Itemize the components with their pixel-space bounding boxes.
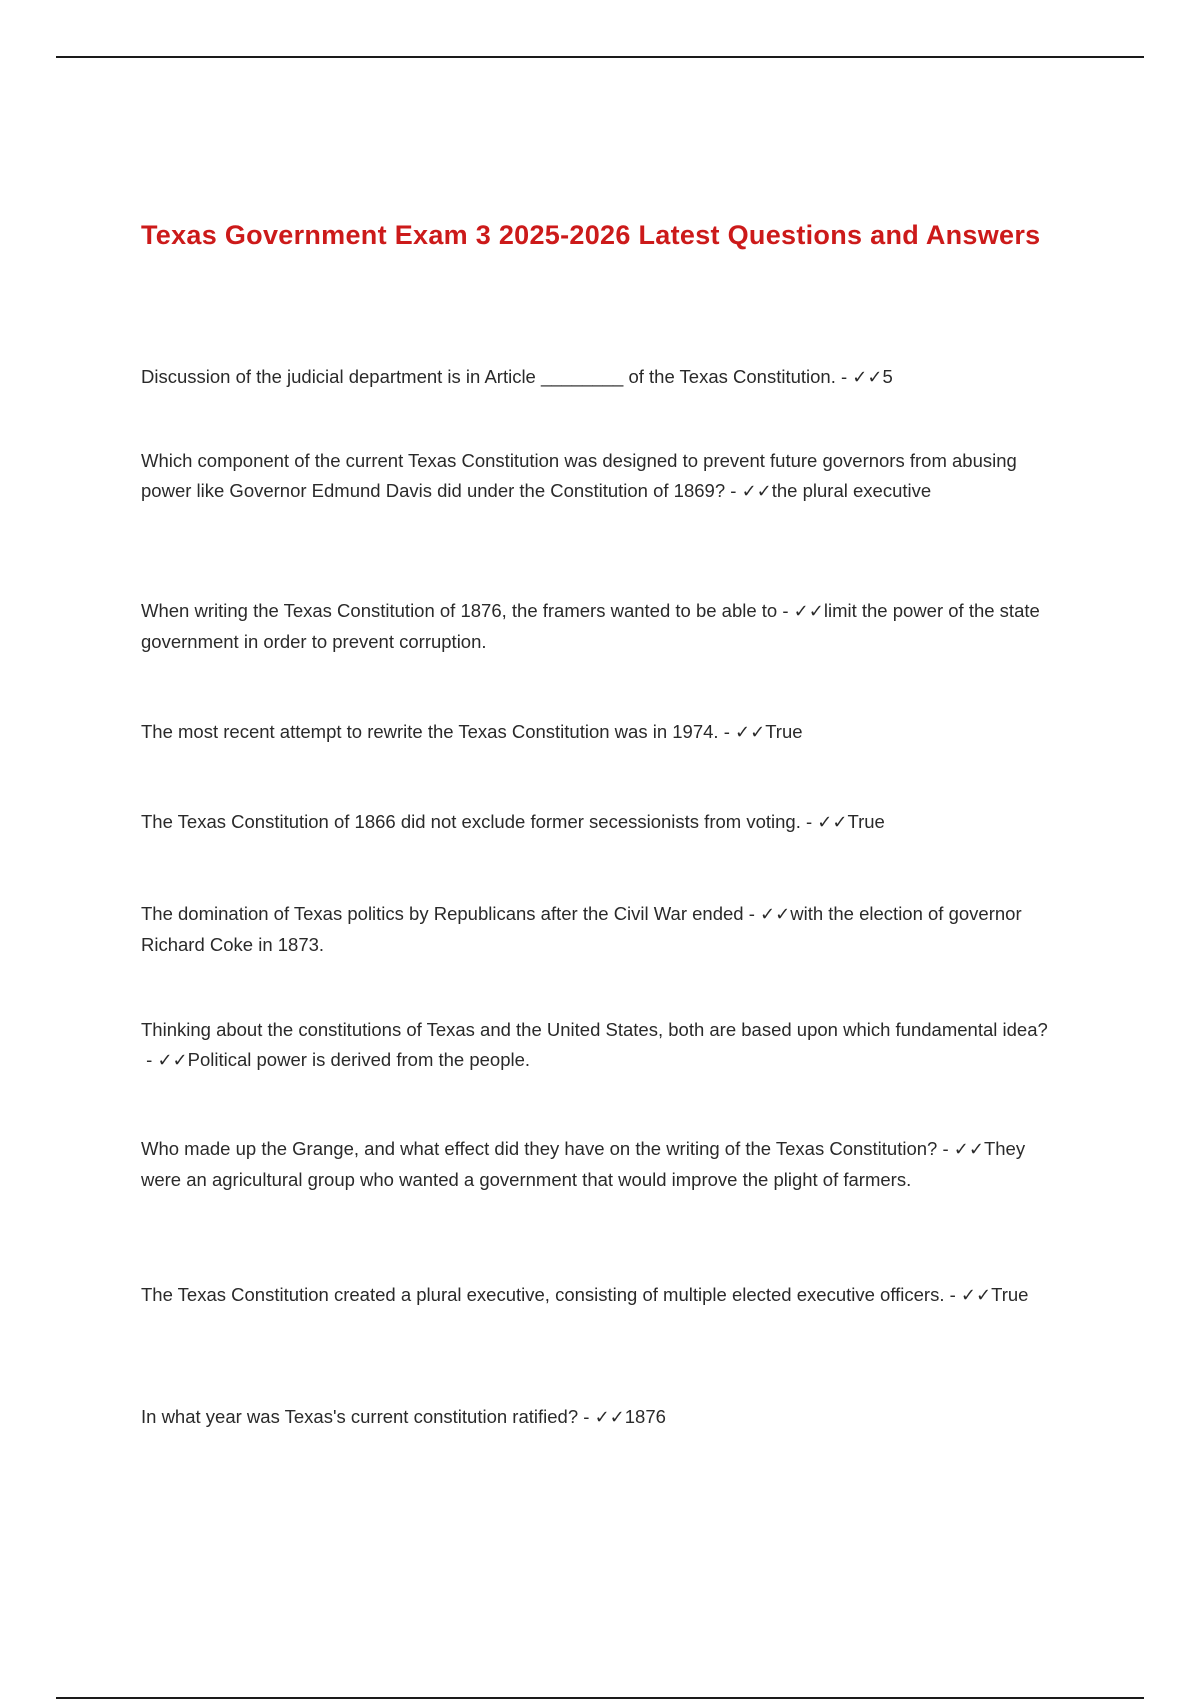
question-text: Thinking about the constitutions of Texas and the United States, both are based upon which fundamental idea? (141, 1019, 1048, 1040)
qa-item (141, 446, 1061, 507)
double-check-icon: ✓✓ (960, 1285, 992, 1306)
qa-item (141, 1402, 1061, 1433)
answer-text: the plural executive (771, 480, 932, 501)
separator: - (725, 480, 742, 501)
question-text: The most recent attempt to rewrite the Texas Constitution was in 1974. (141, 721, 719, 742)
qa-item (141, 717, 1061, 748)
separator: - (937, 1138, 954, 1159)
double-check-icon: ✓✓ (953, 1139, 984, 1160)
separator: - (718, 721, 736, 742)
answer-text: They were an agricultural group who wanted a government that would improve the plight of farmers. (141, 1138, 1026, 1190)
separator: - (944, 1284, 961, 1305)
question-text: In what year was Texas's current constitution ratified? (141, 1406, 579, 1427)
double-check-icon: ✓✓ (793, 601, 824, 622)
double-check-icon: ✓✓ (735, 722, 766, 743)
answer-text: True (991, 1284, 1029, 1305)
answer-text: with the election of governor Richard Coke in 1873. (141, 903, 1022, 955)
answer-text: limit the power of the state government in order to prevent corruption. (141, 600, 1040, 652)
answer-text: 5 (882, 366, 893, 387)
separator: - (777, 600, 794, 621)
qa-item (141, 1015, 1061, 1076)
footer-rule (56, 1697, 1144, 1699)
document-title: Texas Government Exam 3 2025-2026 Latest Questions and Answers (141, 220, 1041, 250)
answer-text: True (847, 811, 885, 832)
double-check-icon: ✓✓ (760, 904, 791, 925)
question-text: Discussion of the judicial department is in Article ________ of the Texas Constitution. (141, 366, 836, 387)
answer-text: Political power is derived from the people. (187, 1049, 531, 1070)
qa-item (141, 362, 1061, 393)
answer-text: 1876 (624, 1406, 666, 1427)
double-check-icon: ✓✓ (594, 1407, 625, 1428)
qa-item (141, 807, 1061, 838)
double-check-icon: ✓✓ (741, 481, 772, 502)
question-text: Which component of the current Texas Constitution was designed to prevent future governors from abusing power like Governor Edmund Davis did under the Constitution of 1869? (141, 450, 1017, 501)
header-rule (56, 56, 1144, 58)
separator: - (800, 811, 818, 832)
qa-item (141, 596, 1061, 657)
qa-item (141, 1134, 1061, 1195)
double-check-icon: ✓✓ (852, 367, 883, 388)
separator: - (141, 1049, 158, 1070)
question-text: When writing the Texas Constitution of 1876, the framers wanted to be able to (141, 600, 778, 621)
document-body (141, 214, 1061, 1428)
question-text: The Texas Constitution of 1866 did not exclude former secessionists from voting. (141, 811, 801, 832)
double-check-icon: ✓✓ (817, 812, 848, 833)
question-text: The domination of Texas politics by Republicans after the Civil War ended (141, 903, 744, 924)
question-text: The Texas Constitution created a plural executive, consisting of multiple elected executive officers. (141, 1284, 945, 1305)
question-text: Who made up the Grange, and what effect did they have on the writing of the Texas Constitution? (141, 1138, 938, 1159)
double-check-icon: ✓✓ (157, 1050, 188, 1071)
separator: - (578, 1406, 595, 1427)
answer-text: True (765, 721, 803, 742)
separator: - (743, 903, 761, 924)
qa-item (141, 899, 1061, 960)
separator: - (835, 366, 853, 387)
qa-item (141, 1280, 1061, 1311)
